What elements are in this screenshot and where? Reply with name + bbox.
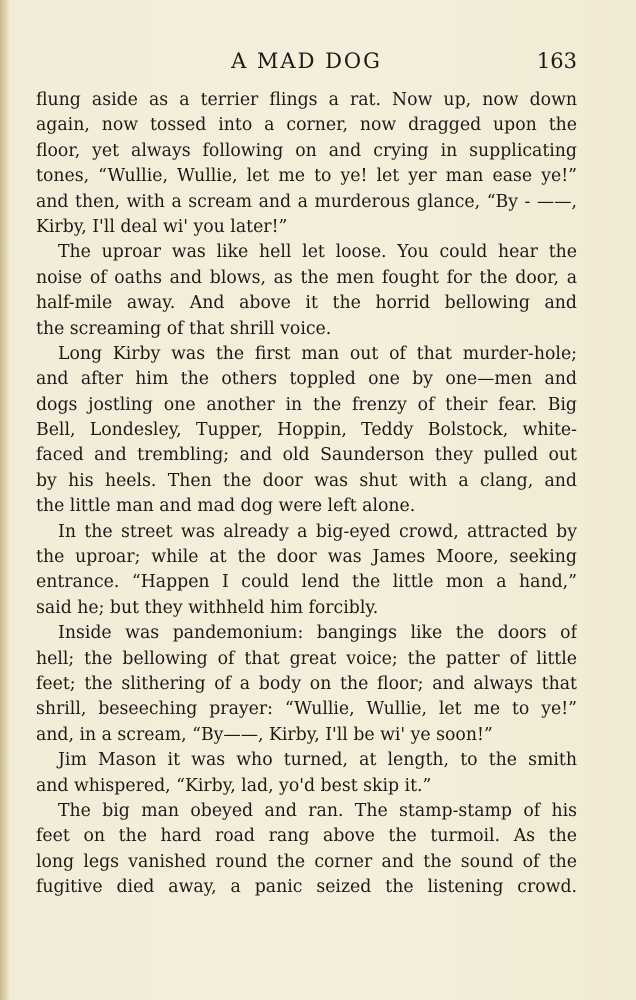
text-line: feet; the slithering of a body on the floor; and always that <box>36 673 577 694</box>
text-line: the uproar; while at the door was James Moore, seeking <box>36 547 577 568</box>
text-line: said he; but they withheld him forcibly. <box>36 597 379 618</box>
page-header <box>36 46 577 80</box>
text-line: long legs vanished round the corner and the sound of the <box>36 851 577 872</box>
text-line: half-mile away. And above it the horrid bellowing and <box>36 293 577 314</box>
text-line: the screaming of that shrill voice. <box>36 318 332 339</box>
text-line: Inside was pandemonium: bangings like the doors of <box>58 623 577 644</box>
text-line: flung aside as a terrier flings a rat. Now up, now down <box>36 90 577 110</box>
text-line: noise of oaths and blows, as the men fought for the door, a <box>36 267 577 288</box>
text-line: by his heels. Then the door was shut with a clang, and <box>36 470 577 491</box>
text-line: The big man obeyed and ran. The stamp-stamp of his <box>58 800 577 821</box>
text-line: the little man and mad dog were left alone. <box>36 496 416 517</box>
text-line: Jim Mason it was who turned, at length, to the smith <box>58 750 577 771</box>
text-line: and then, with a scream and a murderous glance, “By - ——, <box>36 191 577 212</box>
text-line: tones, “Wullie, Wullie, let me to ye! let yer man ease ye!” <box>36 166 577 187</box>
text-line: The uproar was like hell let loose. You could hear the <box>58 242 577 263</box>
text-line: faced and trembling; and old Saunderson they pulled out <box>36 445 577 466</box>
text-line: floor, yet always following on and crying in supplicating <box>36 140 577 161</box>
text-line: hell; the bellowing of that great voice; the patter of little <box>36 648 577 669</box>
text-line: and after him the others toppled one by one—men and <box>36 369 577 390</box>
page-number: 163 <box>536 49 577 73</box>
text-line: entrance. “Happen I could lend the little mon a hand,” <box>36 572 577 593</box>
text-line: fugitive died away, a panic seized the listening crowd. <box>36 877 577 898</box>
text-line: Bell, Londesley, Tupper, Hoppin, Teddy Bolstock, white- <box>36 420 577 441</box>
text-line: Kirby, I'll deal wi' you later!” <box>36 216 288 237</box>
body-text <box>36 88 577 901</box>
page-gutter <box>0 0 9 1000</box>
text-line: In the street was already a big-eyed crowd, attracted by <box>58 521 577 542</box>
text-line: Long Kirby was the first man out of that murder-hole; <box>58 343 577 364</box>
text-line: and, in a scream, “By——, Kirby, I'll be wi' ye soon!” <box>36 724 493 745</box>
running-title: A MAD DOG <box>231 49 382 73</box>
text-line: dogs jostling one another in the frenzy of their fear. Big <box>36 394 577 415</box>
text-line: and whispered, “Kirby, lad, yo'd best skip it.” <box>36 775 432 796</box>
text-line: shrill, beseeching prayer: “Wullie, Wullie, let me to ye!” <box>36 699 577 720</box>
text-line: feet on the hard road rang above the turmoil. As the <box>36 826 577 847</box>
text-line: again, now tossed into a corner, now dragged upon the <box>36 115 577 136</box>
